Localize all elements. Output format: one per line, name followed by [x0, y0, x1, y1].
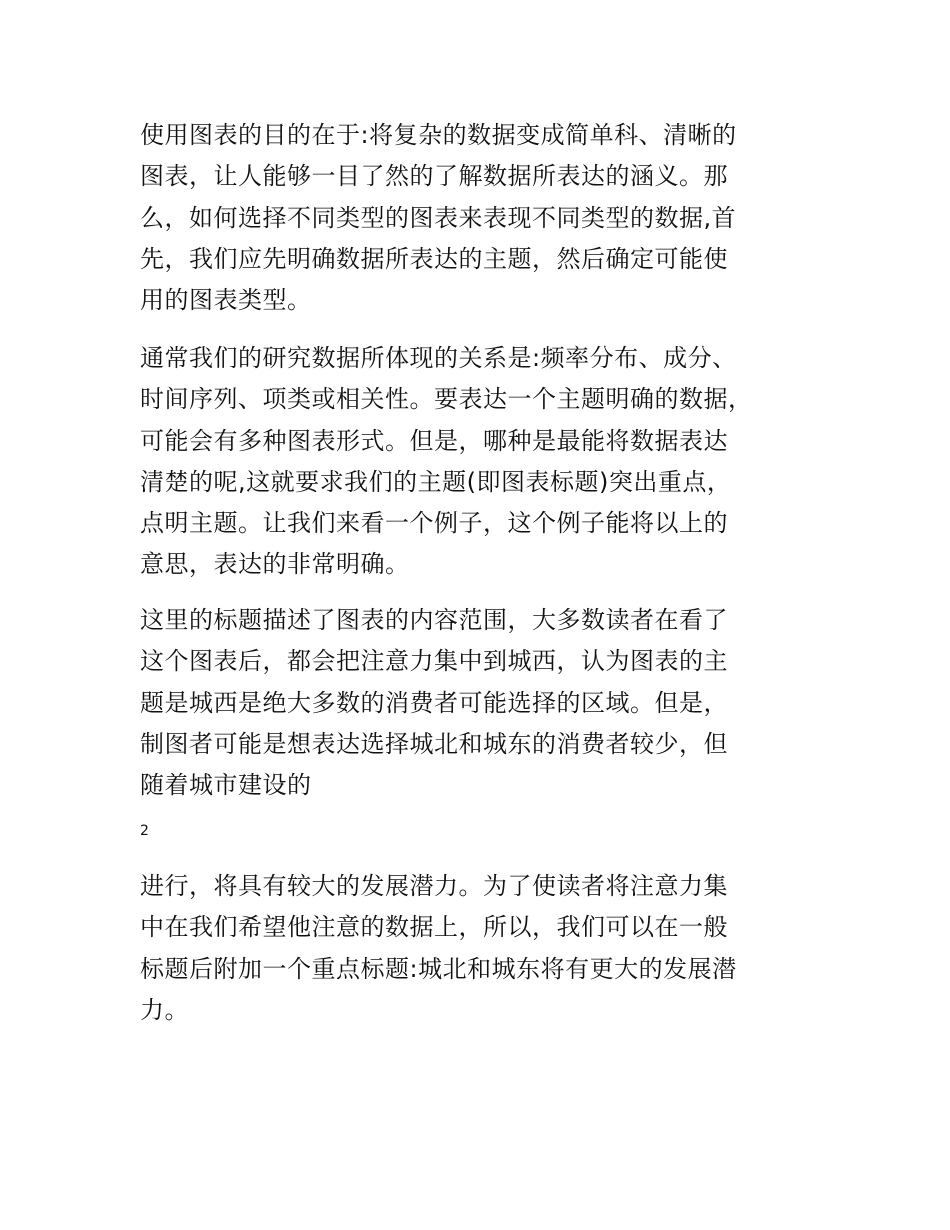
- paragraph-1: 使用图表的目的在于:将复杂的数据变成简单科、清晰的 图表，让人能够一目了然的了解数据所表达的涵义。那 么，如何选择不同类型的图表来表现不同类型的数据,首 先，我们应先明确数据所表达的主题，然后确定可能使 用的图表类型。: [140, 121, 737, 315]
- paragraph-4: 进行，将具有较大的发展潜力。为了使读者将注意力集 中在我们希望他注意的数据上，所以，我们可以在一般 标题后附加一个重点标题:城北和城东将有更大的发展潜 力。: [140, 872, 737, 1024]
- paragraph-3: 这里的标题描述了图表的内容范围，大多数读者在看了 这个图表后，都会把注意力集中到城西，认为图表的主 题是城西是绝大多数的消费者可能选择的区域。但是， 制图者可能是想表达选择城北和城东的消费者较少，但 随着城市建设的: [140, 606, 728, 800]
- page-number: 2: [140, 823, 149, 839]
- paragraph-2: 通常我们的研究数据所体现的关系是:频率分布、成分、 时间序列、项类或相关性。要表达一个主题明确的数据， 可能会有多种图表形式。但是，哪种是最能将数据表达 清楚的呢,这就要求我们的主题(即图表标题)突出重点， 点明主题。让我们来看一个例子，这个例子能将以上的 意思，表达的非常明确。: [140, 344, 753, 579]
